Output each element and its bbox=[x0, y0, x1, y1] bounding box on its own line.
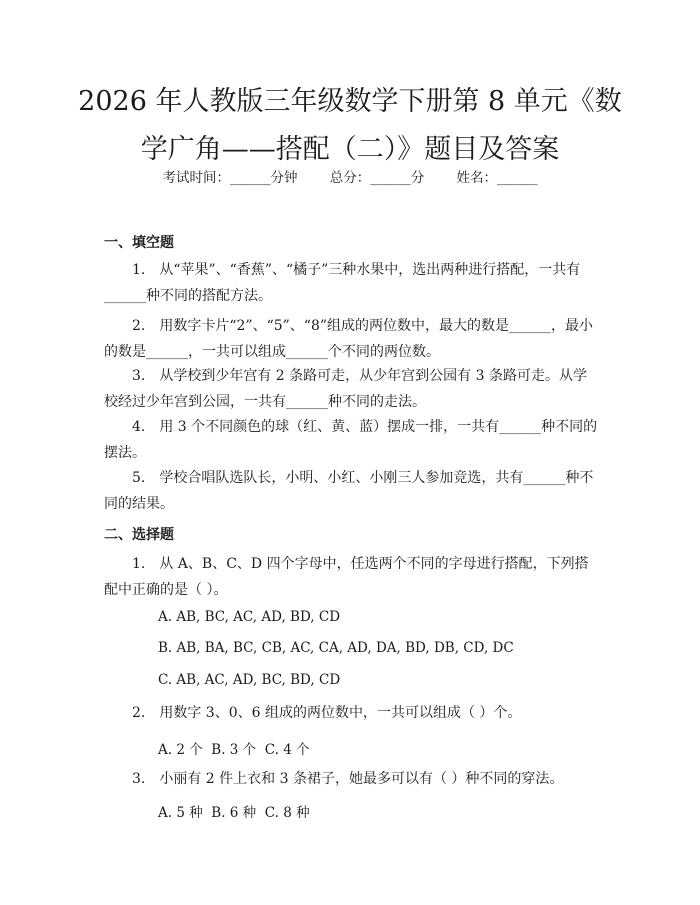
choice-3-options: A. 5 种 B. 6 种 C. 8 种 bbox=[158, 805, 310, 821]
choice-1-option-c: C. AB, AC, AD, BC, BD, CD bbox=[158, 672, 341, 688]
fill-question-5: 5. 学校合唱队选队长，小明、小红、小刚三人参加竞选，共有______种不同的结果。 bbox=[104, 470, 594, 512]
choice-question-3: 3. 小丽有 2 件上衣和 3 条裙子，她最多可以有（ ）种不同的穿法。 bbox=[132, 771, 564, 787]
title-line-1: 2026 年人教版三年级数学下册第 8 单元《数 bbox=[78, 86, 622, 117]
section-choice-title: 二、选择题 bbox=[104, 527, 174, 543]
exam-score: 总分：______分 bbox=[329, 170, 425, 186]
choice-1-option-a: A. AB, BC, AC, AD, BD, CD bbox=[158, 609, 341, 625]
exam-meta bbox=[0, 166, 700, 186]
choice-question-1: 1. 从 A、B、C、D 四个字母中，任选两个不同的字母进行搭配，下列搭配中正确的是（ ）。 bbox=[104, 556, 589, 598]
title-line-2: 学广角——搭配（二）》题目及答案 bbox=[140, 134, 560, 165]
fill-question-3: 3. 从学校到少年宫有 2 条路可走，从少年宫到公园有 3 条路可走。从学校经过少年宫到公园，一共有______种不同的走法。 bbox=[104, 368, 587, 410]
choice-1-option-b: B. AB, BA, BC, CB, AC, CA, AD, DA, BD, DB, CD, DC bbox=[158, 640, 514, 656]
choice-2-options: A. 2 个 B. 3 个 C. 4 个 bbox=[158, 742, 310, 758]
student-name: 姓名：______ bbox=[456, 170, 538, 186]
choice-question-2: 2. 用数字 3、0、6 组成的两位数中，一共可以组成（ ）个。 bbox=[132, 705, 522, 721]
section-fill-title: 一、填空题 bbox=[104, 235, 174, 251]
fill-question-2: 2. 用数字卡片“2”、“5”、“8”组成的两位数中，最大的数是______，最小的数是______，一共可以组成______个不同的两位数。 bbox=[104, 318, 594, 360]
fill-question-1: 1. 从“苹果”、“香蕉”、“橘子”三种水果中，选出两种进行搭配，一共有______种不同的搭配方法。 bbox=[104, 262, 581, 304]
page-title bbox=[60, 78, 640, 174]
fill-question-4: 4. 用 3 个不同颜色的球（红、黄、蓝）摆成一排，一共有______种不同的摆法。 bbox=[104, 419, 598, 461]
exam-time: 考试时间：______分钟 bbox=[162, 170, 298, 186]
